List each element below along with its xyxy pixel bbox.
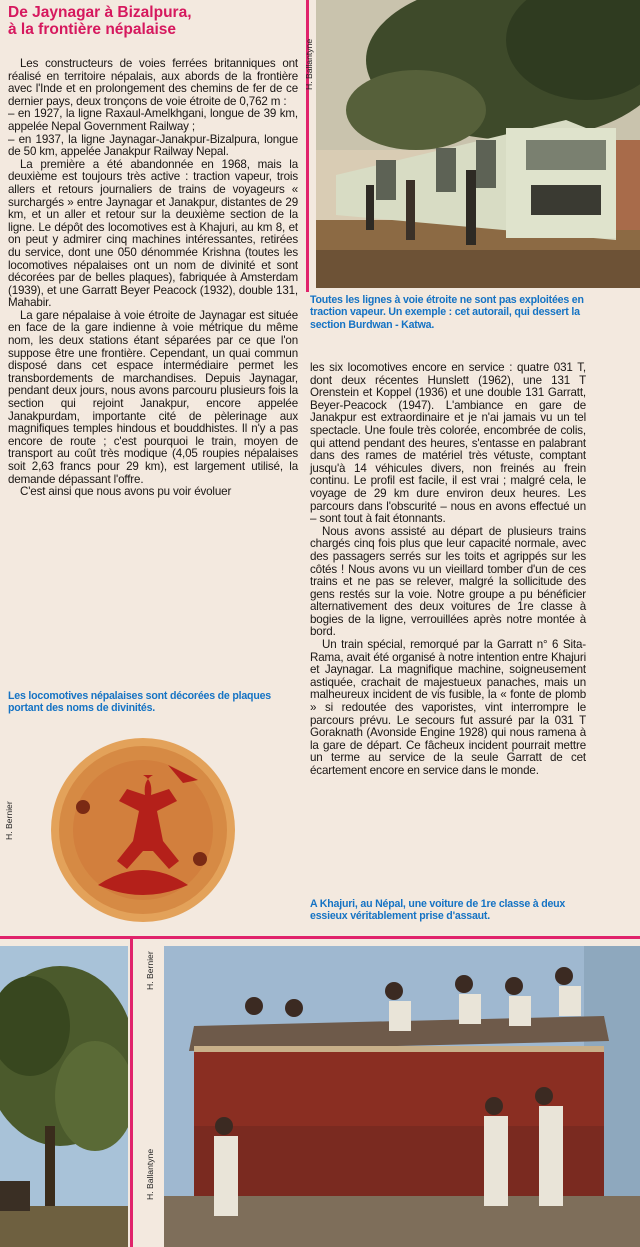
title-line-1: De Jaynagar à Bizalpura, <box>8 4 192 21</box>
photo-autorail <box>316 0 640 288</box>
paragraph: La gare népalaise à voie étroite de Jaynagar est située en face de la gare indienne à voie métrique du même nom, les deux stations étant séparées par ce que l'on suppose être une frontière. Cependant, un quai commun disposé dans cet espace intermédiaire permet les transbordements de marchandises. Depuis Jaynagar, pendant deux jours, nous avons parcouru plusieurs fois la section qui rejoint Janakpur, encore appelée Janakpurdam, importante cité de pèlerinage aux magnifiques temples hindous et bouddhistes. Il n'y a pas encore de route ; c'est pourquoi le train, moyen de transport au coût très modique (4,05 roupies népalaises soit 2,63 francs pour 29 km), est largement utilisé, la demande dépassant l'offre. <box>8 308 298 486</box>
caption-autorail: Toutes les lignes à voie étroite ne sont pas exploitées en traction vapeur. Un exemple : cet autorail, qui dessert la section Burdwan - Katwa. <box>310 294 584 331</box>
right-column <box>310 362 586 778</box>
caption-khajuri: A Khajuri, au Népal, une voiture de 1re classe à deux essieux véritablement prise d'assaut. <box>310 898 566 923</box>
frame-rule-horizontal <box>0 936 640 939</box>
article-title <box>8 4 298 38</box>
photo-credit-top: H. Ballantyne <box>304 38 314 90</box>
left-column <box>8 58 298 499</box>
divinity-plaque <box>48 735 238 925</box>
paragraph: – en 1927, la ligne Raxaul-Amelkhgani, longue de 39 km, appelée Nepal Government Railway ; <box>8 107 298 133</box>
paragraph: les six locomotives encore en service : quatre 031 T, dont deux récentes Hunslett (1962), une 131 T Orenstein et Koppel (1936) et une double 131 Garratt, Beyer-Peacock (1947). L'ambiance en gare de Janakpur est extraordinaire et je n'ai jamais vu un tel spectacle. Une foule très colorée, encombrée de colis, qui attend pendant des heures, s'entasse en palabrant dans des rames de matériel très vétuste, comptant jusqu'à 14 véhicules divers, non freinés au frein continu. Le profil est facile, il est vrai ; malgré cela, le voyage de 29 km dure environ deux heures. Les parcours dans l'obscurité – nous en avons effectué un – sont tout à fait étonnants. <box>310 361 586 526</box>
paragraph: Nous avons assisté au départ de plusieurs trains chargés cinq fois plus que leur capacité normale, avec des passagers serrés sur les toits et agrippés sur les côtés ! Nous avons vu un vieillard tomber d'un de ces trains et ne pas se relever, malgré la sollicitude des gens restés sur la voie. Notre groupe a pu bénéficier alternativement des deux voitures de 1re classe à bogies de la ligne, verrouillées après notre montée à bord. <box>310 524 586 639</box>
railcar-illustration <box>316 0 640 288</box>
carriage-illustration <box>164 946 640 1247</box>
plaque-illustration <box>48 735 238 925</box>
tree-illustration <box>0 946 128 1247</box>
photo-credit-bottom-b: H. Ballantyne <box>145 1148 155 1200</box>
paragraph: C'est ainsi que nous avons pu voir évoluer <box>20 485 232 499</box>
photo-credit-bottom-a: H. Bernier <box>145 951 155 990</box>
photo-tree <box>0 946 128 1247</box>
caption-plaque: Les locomotives népalaises sont décorées de plaques portant des noms de divinités. <box>8 690 271 715</box>
title-line-2: à la frontière népalaise <box>8 21 176 38</box>
paragraph: La première a été abandonnée en 1968, mais la deuxième est toujours très active : traction vapeur, trois allers et retours journaliers de trains de voyageurs « surchargés » entre Jaynagar et Janakpur, distantes de 29 km, et un aller et retour sur la deuxième section de la ligne. Le dépôt des locomotives est à Khajuri, au km 8, et on peut y admirer cinq machines intéressantes, retirées du service, dont une 050 dénommée Krishna (toutes les locomotives népalaises ont un nom de divinité et sont décorées par de belles plaques), fabriquée à Amsterdam (1939), et une Garratt Beyer Peacock (1932), double 131, Mahabir. <box>8 157 298 310</box>
paragraph: Les constructeurs de voies ferrées britanniques ont réalisé en territoire népalais, aux abords de la frontière avec l'Inde et en prolongement des chemins de fer de ce dernier pays, deux tronçons de voie étroite de 0,762 m : <box>8 57 298 108</box>
photo-credit-plaque: H. Bernier <box>4 801 14 840</box>
frame-rule-bottom-left <box>130 936 133 1247</box>
paragraph: – en 1937, la ligne Jaynagar-Janakpur-Bizalpura, longue de 50 km, appelée Janakpur Railway Nepal. <box>8 132 298 159</box>
paragraph: Un train spécial, remorqué par la Garratt n° 6 Sita-Rama, avait été organisé à notre intention entre Khajuri et Jaynagar. La magnifique machine, soigneusement astiquée, crachait de majestueux panaches, mais un malheureux incident de vis fusible, la « fonte de plomb » si redoutée des vaporistes, vint interrompre le parcours prévu. Le secours fut assuré par la 031 T Goraknath (Avonside Engine 1928) qui nous ramena à la gare de départ. Ce fâcheux incident pourrait mettre un terme au service de la seule Garratt de cet écartement encore en service dans le monde. <box>310 638 586 777</box>
photo-carriage <box>164 946 640 1247</box>
